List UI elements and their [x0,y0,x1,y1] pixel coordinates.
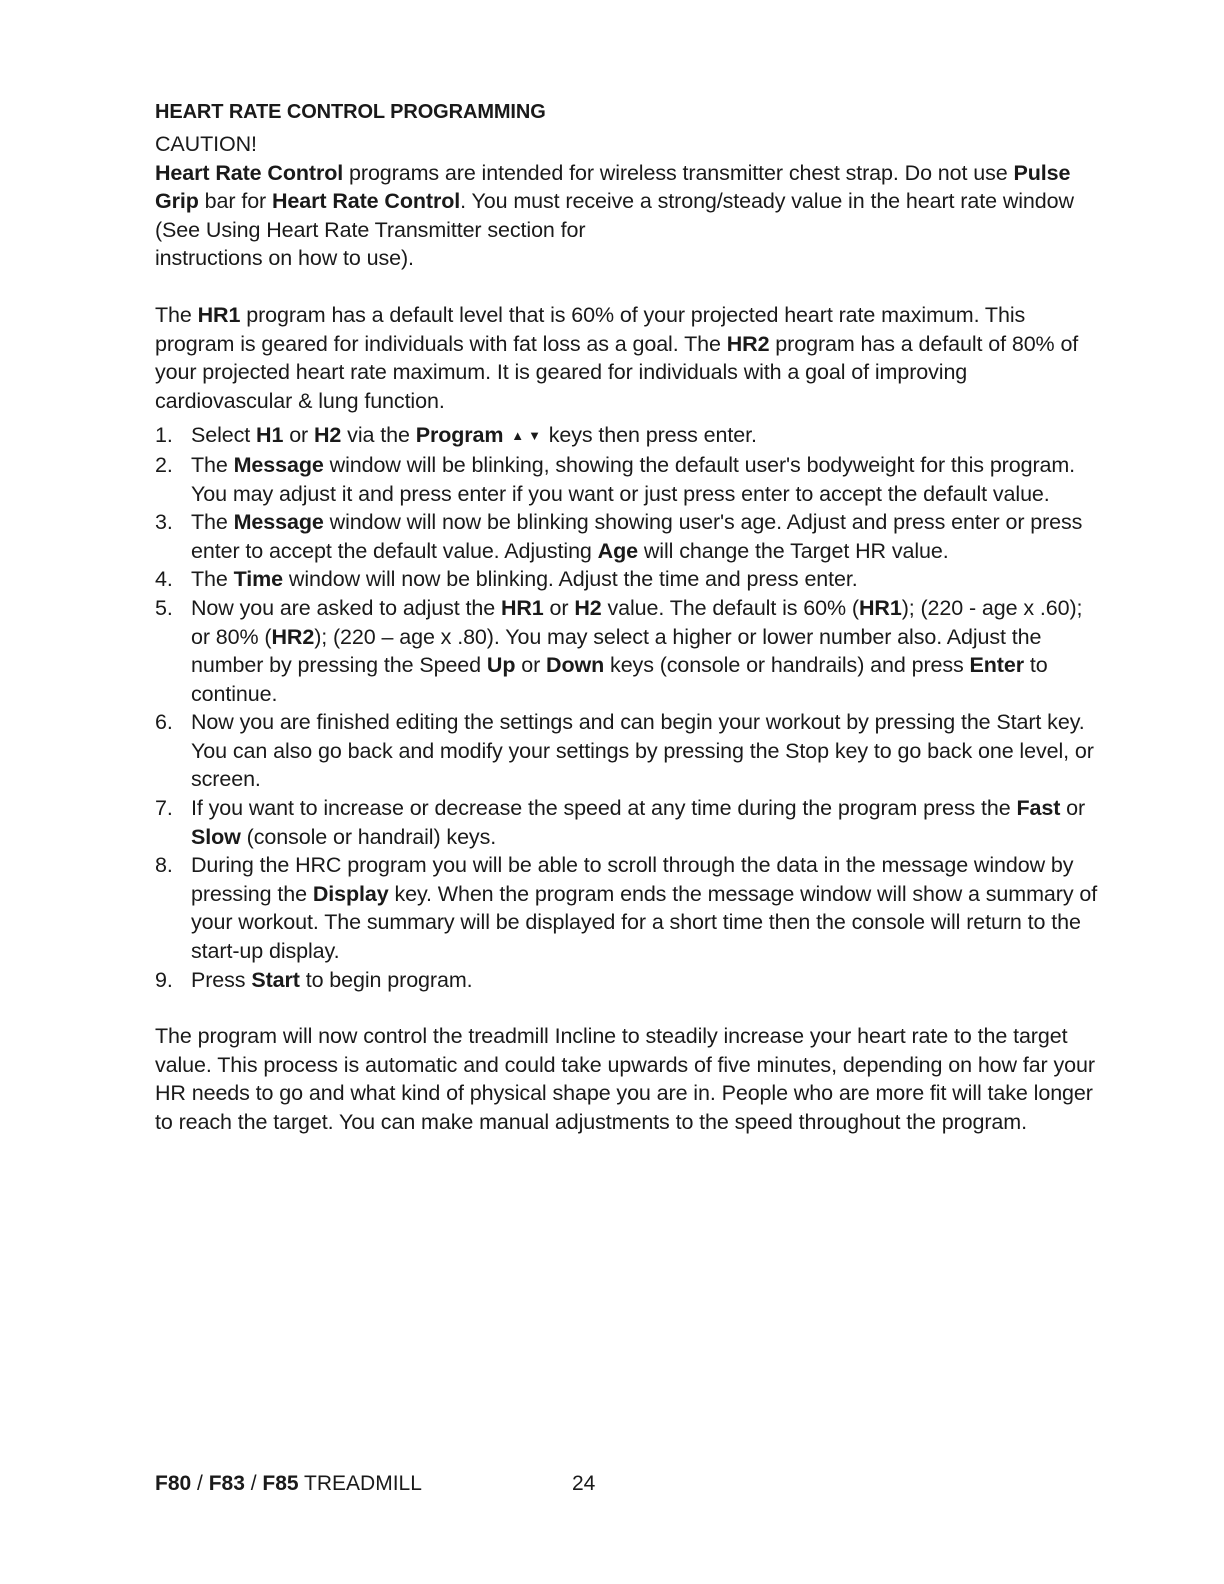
step-item: 3. The Message window will now be blinking showing user's age. Adjust and press enter or press enter to accept the default value. Adjusting Age will change the Target HR value. [155,510,1083,563]
step-number: 5. [155,595,173,620]
bold-term: Heart Rate Control [155,160,344,185]
bold-term: HR2 [726,331,770,356]
model-f83: F83 [208,1472,245,1495]
step-item: 5. Now you are asked to adjust the HR1 or H2 value. The default is 60% (HR1); (220 - age x .60); or 80% (HR2); (220 – age x .80). You may select a higher or lower number also. Adjust the number by pressing the Speed Up or Down keys (console or handrails) and press Enter to continue. [155,595,1083,706]
step-number: 6. [155,710,173,735]
bold-term: Heart Rate Control [271,189,461,214]
down-arrow-icon: ▼ [528,428,541,444]
step-number: 2. [155,452,173,477]
page-number: 24 [572,1472,596,1495]
document-body [155,98,1105,1137]
step-number: 1. [155,423,173,448]
closing-paragraph: The program will now control the treadmill Incline to steadily increase your heart rate to the target value. This process is automatic and could take upwards of five minutes, depending on how far your HR needs to go and what kind of physical shape you are in. People who are more fit will take longer to reach the target. You can make manual adjustments to the speed throughout the program. [155,1024,1095,1134]
step-item: 6. Now you are finished editing the settings and can begin your workout by pressing the Start key. You can also go back and modify your settings by pressing the Stop key to go back one level, or screen. [155,710,1094,792]
step-number: 8. [155,853,173,878]
footer-model-line: F80 / F83 / F85 TREADMILL [155,1472,422,1495]
step-item: 8. During the HRC program you will be able to scroll through the data in the message window by pressing the Display key. When the program ends the message window will show a summary of your workout. The summary will be displayed for a short time then the console will return to the start-up display. [155,853,1098,964]
step-number: 3. [155,510,173,535]
steps-list [155,421,1105,994]
step-number: 7. [155,796,173,821]
model-f85: F85 [262,1472,299,1495]
model-f80: F80 [155,1472,192,1495]
step-item: 2. The Message window will be blinking, showing the default user's bodyweight for this program. You may adjust it and press enter if you want or just press enter to accept the default value. [155,452,1076,506]
step-number: 4. [155,567,173,592]
footer-label: TREADMILL [298,1472,422,1495]
step-number: 9. [155,967,173,992]
step-item: 7. If you want to increase or decrease the speed at any time during the program press the Fast or Slow (console or handrail) keys. [155,796,1086,849]
step-item: 1. Select H1 or H2 via the Program ▲ ▼ keys then press enter. [155,421,1105,451]
step-item: 9. Press Start to begin program. [155,966,1105,995]
intro-paragraph: Heart Rate Control programs are intended for wireless transmitter chest strap. Do not use Pulse Grip bar for Heart Rate Control. You must receive a strong/steady value in the heart rate window (See Using Heart Rate Transmitter section for instructions on how to use). [155,160,1074,271]
bold-term: Pulse Grip [155,160,1071,214]
caution-label: CAUTION! [155,132,257,156]
bold-term: HR1 [197,302,241,327]
programs-paragraph: The HR1 program has a default level that is 60% of your projected heart rate maximum. This program is geared for individuals with fat loss as a goal. The HR2 program has a default of 80% of your projected heart rate maximum. It is geared for individuals with a goal of improving cardiovascular & lung function. [155,302,1079,413]
up-arrow-icon: ▲ [511,428,525,444]
step-item: 4. The Time window will now be blinking. Adjust the time and press enter. [155,565,1105,594]
section-heading: HEART RATE CONTROL PROGRAMMING [155,101,546,123]
